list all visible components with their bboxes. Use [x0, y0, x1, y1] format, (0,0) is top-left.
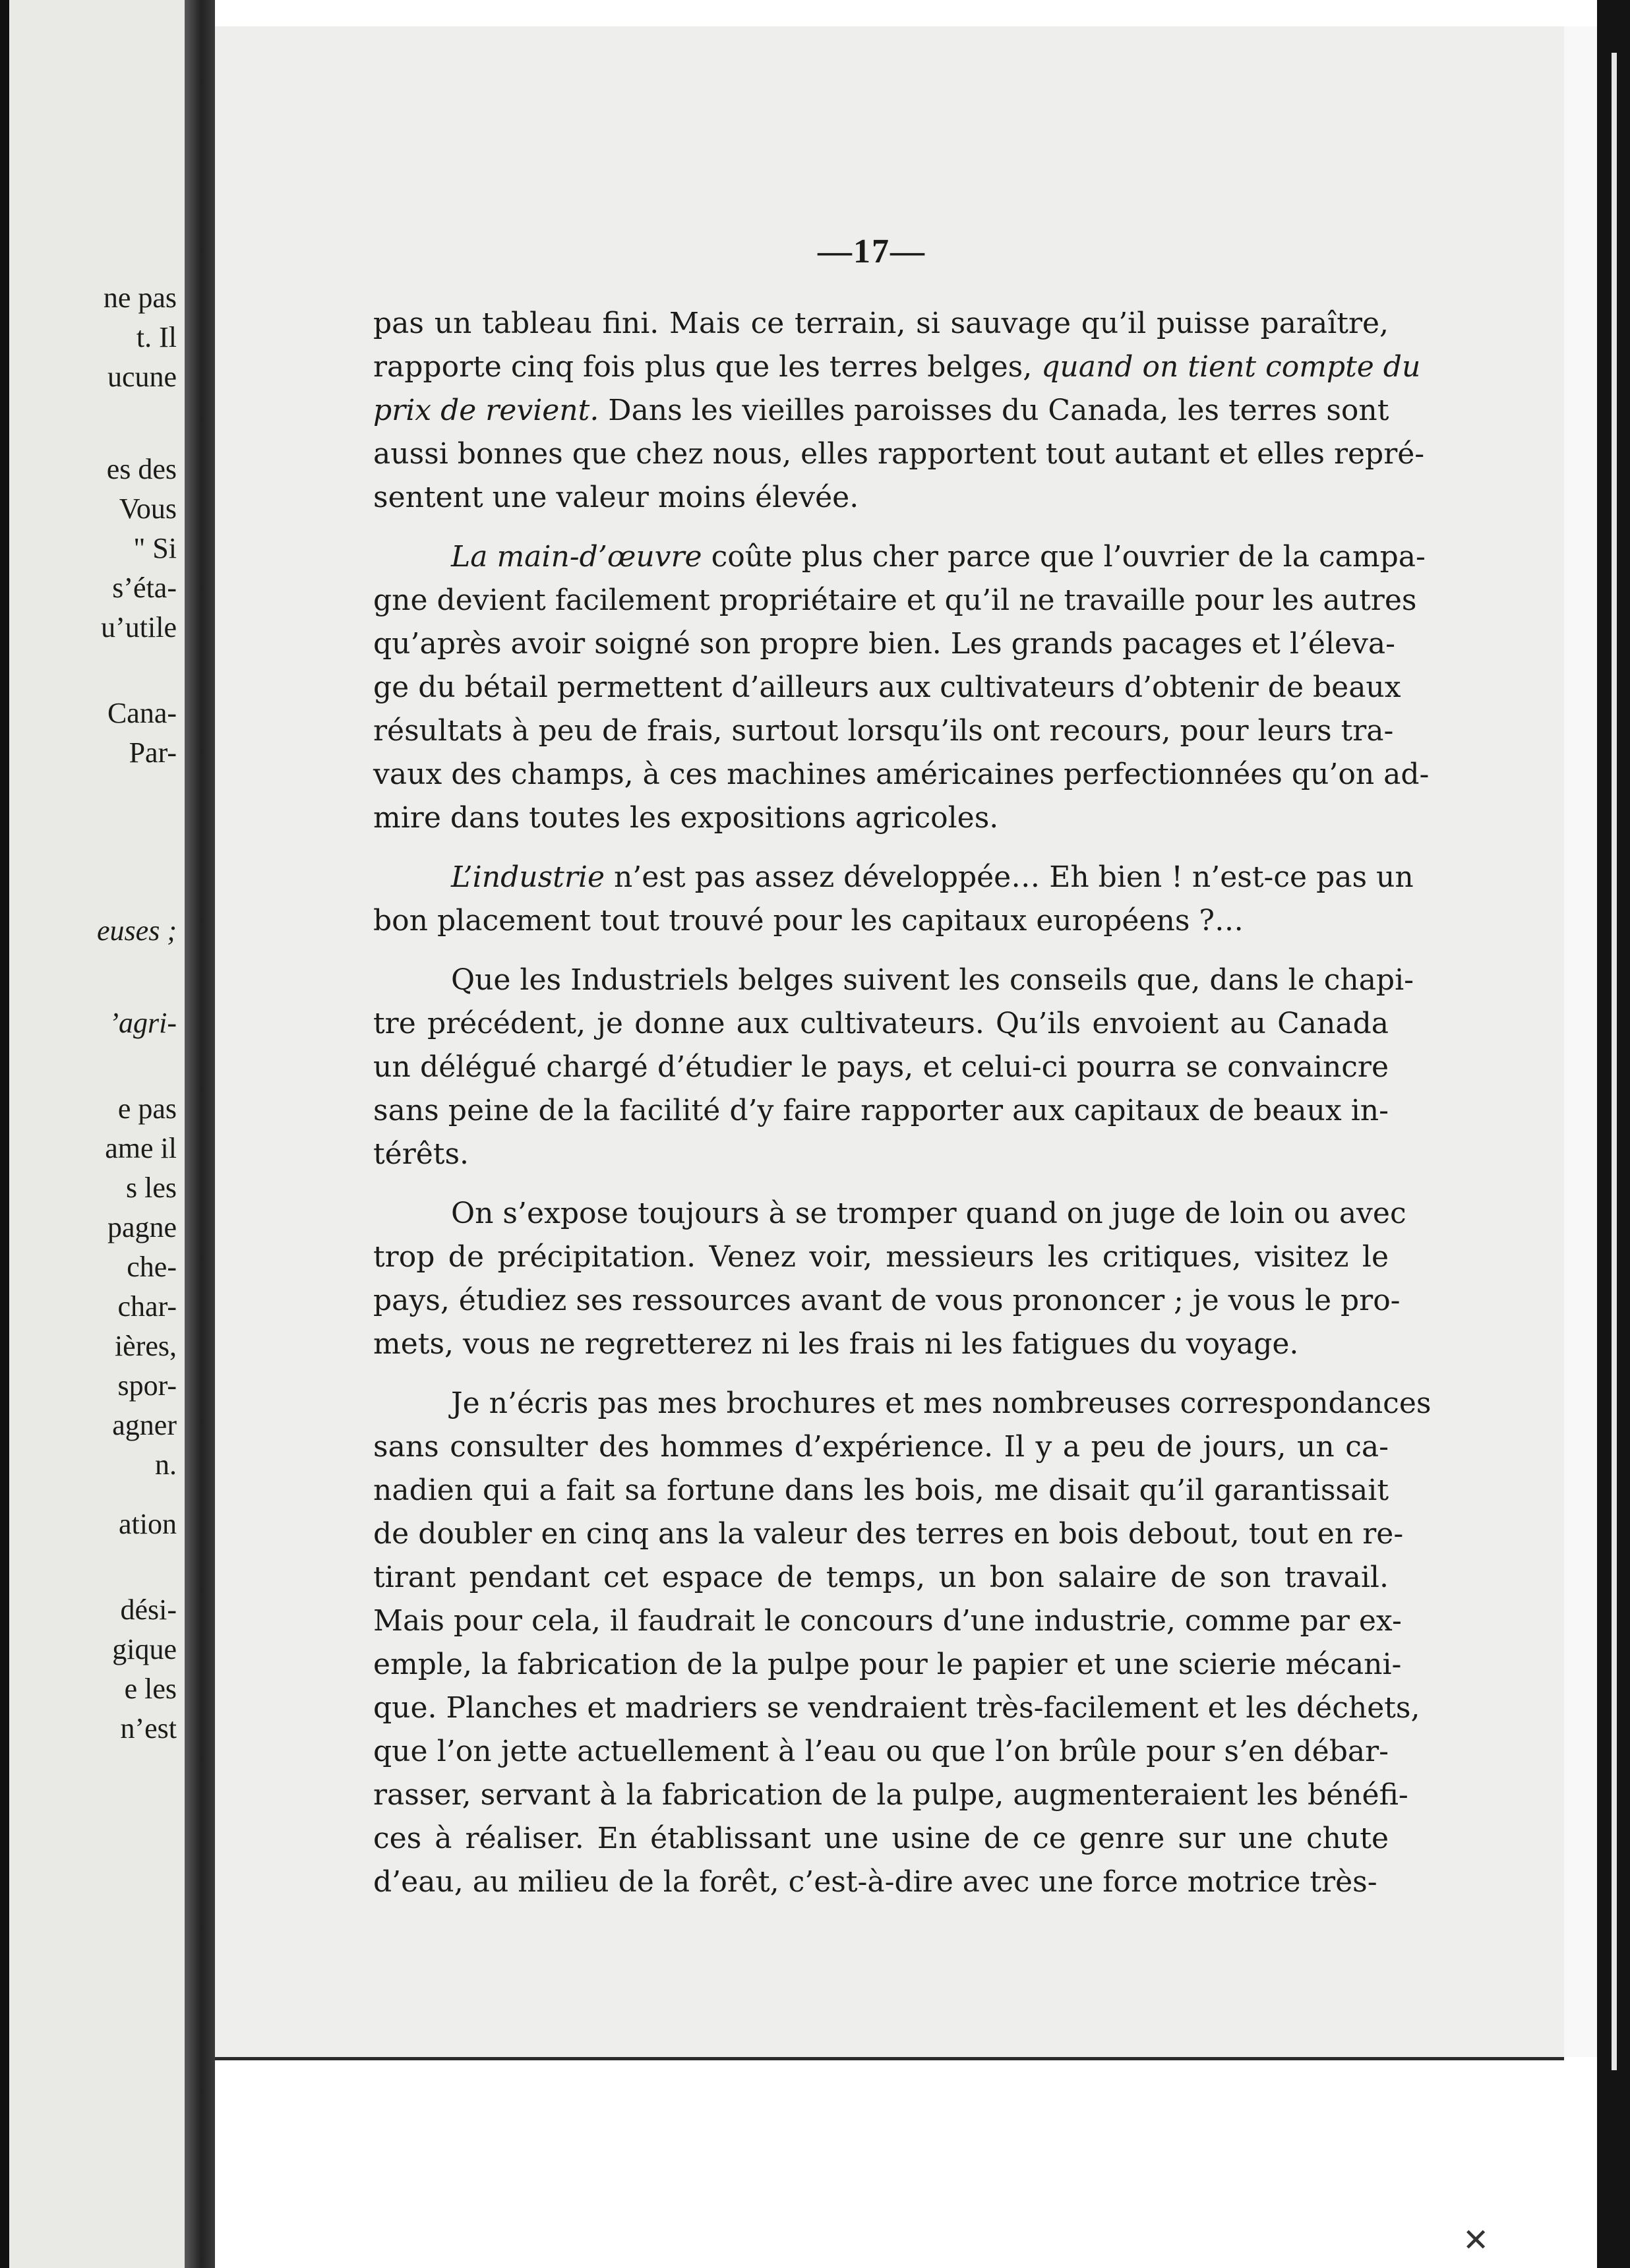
text-line — [373, 1279, 1401, 1323]
text-line — [373, 1382, 1432, 1425]
text-span: de doubler en cinq ans la valeur des terres en bois debout, tout en re- — [373, 1517, 1404, 1551]
left-page-line: Cana- — [107, 697, 177, 729]
text-span: sentent une valeur moins élevée. — [373, 481, 859, 514]
left-page-line: es des — [106, 453, 177, 485]
text-span: trop de précipitation. Venez voir, messieurs les critiques, visitez le — [373, 1240, 1389, 1274]
text-line — [373, 1192, 1406, 1236]
text-span: Je n’écris pas mes brochures et mes nombreuses correspondances — [451, 1387, 1432, 1420]
text-span: pays, étudiez ses ressources avant de vous prononcer ; je vous le pro- — [373, 1284, 1401, 1317]
left-page-line: Vous — [119, 492, 177, 525]
body-text — [373, 302, 1432, 1904]
left-page-line: pagne — [107, 1211, 177, 1243]
text-span: On s’expose toujours à se tromper quand on juge de loin ou avec — [451, 1197, 1406, 1230]
italic-text: prix de revient. — [373, 394, 599, 427]
text-line — [373, 1323, 1389, 1366]
text-span: Mais pour cela, il faudrait le concours d’une industrie, comme par ex- — [373, 1604, 1402, 1638]
text-line — [373, 535, 1426, 579]
text-span: emple, la fabrication de la pulpe pour le papier et une scierie mécani- — [373, 1648, 1402, 1681]
text-line — [373, 433, 1425, 476]
text-line — [373, 1817, 1389, 1861]
text-span: aussi bonnes que chez nous, elles rapportent tout autant et elles repré- — [373, 437, 1425, 471]
left-page-line: ières, — [114, 1330, 177, 1362]
text-span: ces à réaliser. En établissant une usine de ce genre sur une chute — [373, 1822, 1389, 1855]
text-span: n’est pas assez développée… Eh bien ! n’est-ce pas un — [604, 860, 1414, 894]
text-span: bon placement tout trouvé pour les capitaux européens ?… — [373, 904, 1244, 938]
left-page-line: agner — [112, 1409, 177, 1441]
text-line — [373, 856, 1414, 899]
left-page-line: spor- — [117, 1369, 177, 1402]
left-page-line: ation — [119, 1508, 177, 1540]
text-line — [373, 1089, 1389, 1133]
text-line — [373, 796, 1389, 840]
text-line — [373, 476, 1389, 520]
text-span: qu’après avoir soigné son propre bien. Les grands pacages et l’éleva- — [373, 627, 1396, 661]
text-line — [373, 753, 1430, 796]
left-page-line: u’utile — [101, 611, 177, 643]
left-page-line: gique — [112, 1633, 177, 1665]
paragraph-gap — [373, 520, 1389, 535]
text-span: ge du bétail permettent d’ailleurs aux cultivateurs d’obtenir de beaux — [373, 671, 1401, 704]
paragraph — [373, 302, 1425, 520]
text-line — [373, 345, 1421, 389]
paragraph — [373, 535, 1430, 840]
text-line — [373, 622, 1396, 666]
text-line — [373, 959, 1414, 1002]
text-span: nadien qui a fait sa fortune dans les bois, me disait qu’il garantissait — [373, 1474, 1389, 1507]
left-page-line: Par- — [129, 736, 177, 769]
text-span: pas un tableau fini. Mais ce terrain, si sauvage qu’il puisse paraître, — [373, 307, 1389, 340]
left-page-line: euses ; — [97, 914, 177, 947]
left-page-line: e les — [124, 1673, 177, 1705]
text-span: vaux des champs, à ces machines américaines perfectionnées qu’on ad- — [373, 758, 1430, 791]
text-span: rapporte cinq fois plus que les terres belges, — [373, 350, 1042, 384]
left-page-line: " Si — [133, 532, 177, 564]
text-span: d’eau, au milieu de la forêt, c’est-à-dire avec une force motrice très- — [373, 1865, 1377, 1899]
text-line — [373, 1686, 1420, 1730]
text-line — [373, 1133, 1389, 1176]
text-line — [373, 1046, 1389, 1089]
book-gutter — [185, 0, 215, 2268]
paragraph-gap — [373, 943, 1389, 959]
paragraph — [373, 959, 1414, 1176]
text-line — [373, 302, 1389, 345]
left-page-line: s les — [126, 1172, 177, 1204]
text-line — [373, 1512, 1404, 1556]
paragraph — [373, 856, 1414, 943]
left-page-line: ’agri- — [109, 1007, 177, 1039]
text-span: tre précédent, je donne aux cultivateurs. Qu’ils envoient au Canada — [373, 1007, 1389, 1040]
text-line — [373, 1730, 1389, 1774]
text-span: mire dans toutes les expositions agricoles. — [373, 801, 999, 835]
text-span: gne devient facilement propriétaire et qu’il ne travaille pour les autres — [373, 583, 1417, 617]
text-span: sans consulter des hommes d’expérience. Il y a peu de jours, un ca- — [373, 1430, 1389, 1464]
text-line — [373, 1469, 1389, 1512]
text-line — [373, 1861, 1389, 1904]
text-span: que l’on jette actuellement à l’eau ou que l’on brûle pour s’en débar- — [373, 1735, 1389, 1768]
text-line — [373, 1774, 1408, 1817]
text-span: un délégué chargé d’étudier le pays, et celui-ci pourra se convaincre — [373, 1050, 1389, 1084]
text-span: que. Planches et madriers se vendraient très-facilement et les déchets, — [373, 1691, 1420, 1725]
left-page-edge — [0, 0, 9, 2268]
text-span: Que les Industriels belges suivent les conseils que, dans le chapi- — [451, 963, 1414, 997]
text-line — [373, 1599, 1402, 1643]
text-line — [373, 709, 1394, 753]
text-span: rasser, servant à la fabrication de la pulpe, augmenteraient les bénéfi- — [373, 1778, 1408, 1812]
left-page-line: s’éta- — [112, 572, 177, 604]
text-span: térêts. — [373, 1137, 469, 1171]
corner-scratch-icon: ✕ — [1463, 2222, 1490, 2259]
paragraph — [373, 1382, 1432, 1904]
paragraph-gap — [373, 1176, 1389, 1192]
left-page-line: ne pas — [103, 282, 177, 314]
left-page-line: n. — [155, 1448, 177, 1481]
left-page-line: ucune — [107, 361, 177, 393]
italic-text: La main-d’œuvre — [451, 540, 702, 574]
scan-border-stripe — [1612, 53, 1617, 2070]
text-line — [373, 579, 1417, 622]
text-span: tirant pendant cet espace de temps, un bon salaire de son travail. — [373, 1561, 1389, 1594]
text-span: mets, vous ne regretterez ni les frais ni les fatigues du voyage. — [373, 1327, 1299, 1361]
paragraph-gap — [373, 1366, 1389, 1382]
left-page-line: che- — [127, 1251, 177, 1283]
page-edge — [1564, 26, 1597, 2057]
text-line — [373, 1643, 1402, 1686]
text-span: sans peine de la facilité d’y faire rapporter aux capitaux de beaux in- — [373, 1094, 1389, 1127]
italic-text: L’industrie — [451, 860, 605, 894]
left-page-line: e pas — [117, 1092, 177, 1125]
left-page-line: t. Il — [136, 321, 177, 353]
left-page-fragment — [0, 0, 185, 2268]
text-line — [373, 1002, 1389, 1046]
text-line — [373, 1425, 1389, 1469]
italic-text: quand on tient compte du — [1041, 350, 1421, 384]
left-page-line: n’est — [120, 1712, 177, 1745]
page-number: —17— — [818, 233, 926, 270]
left-page-line: dési- — [120, 1594, 177, 1626]
text-line — [373, 899, 1389, 943]
paragraph-gap — [373, 840, 1389, 856]
scan-bottom-margin — [215, 2060, 1597, 2268]
text-line — [373, 389, 1389, 433]
left-page-line: char- — [117, 1290, 177, 1323]
text-span: Dans les vieilles paroisses du Canada, les terres sont — [599, 394, 1389, 427]
text-line — [373, 666, 1401, 709]
left-page-line: ame il — [105, 1132, 177, 1164]
paragraph — [373, 1192, 1406, 1366]
text-span: résultats à peu de frais, surtout lorsqu’ils ont recours, pour leurs tra- — [373, 714, 1394, 748]
text-span: coûte plus cher parce que l’ouvrier de la campa- — [702, 540, 1426, 574]
text-line — [373, 1236, 1389, 1279]
text-line — [373, 1556, 1389, 1599]
